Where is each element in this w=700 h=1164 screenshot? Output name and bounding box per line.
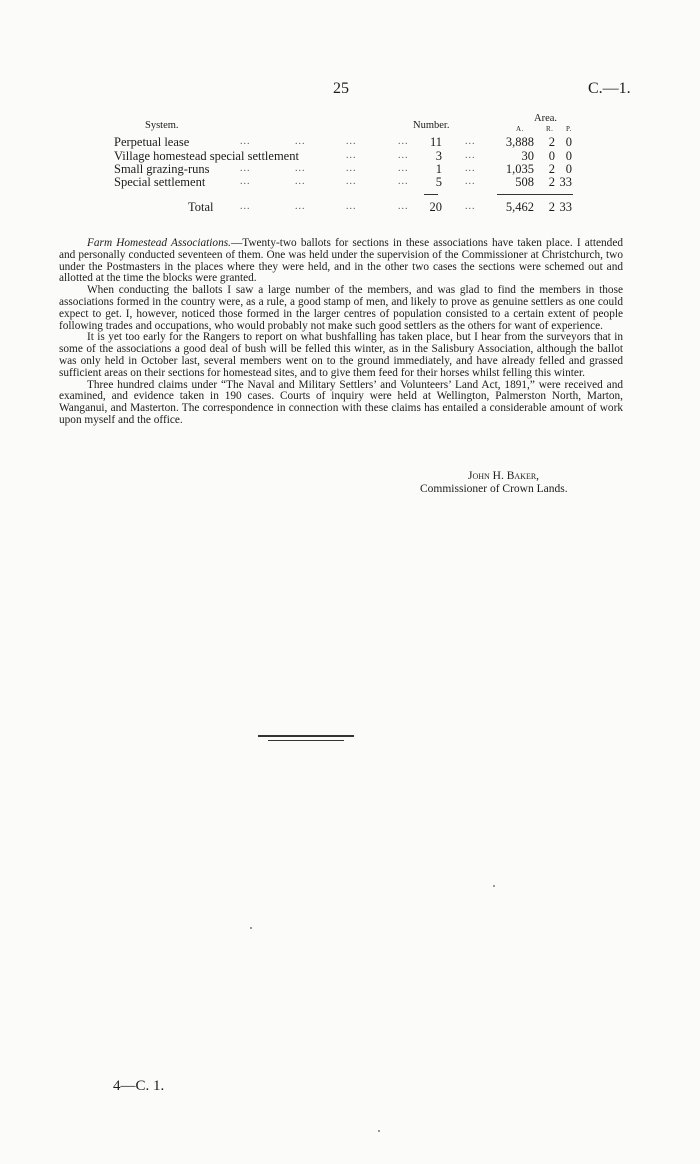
paragraph (59, 238, 623, 285)
row-number: 5 (435, 175, 442, 189)
page-number: 25 (333, 80, 349, 97)
row-perches: 0 (565, 135, 572, 149)
total-roods: 2 (548, 200, 555, 214)
total-label: Total (188, 200, 214, 214)
leader-dots: ... (295, 176, 306, 187)
row-roods: 2 (548, 175, 555, 189)
total-perches: 33 (559, 200, 572, 214)
paragraph-text: —Twenty-two ballots for sections in these associations have taken place. I attended and personally conducted seventeen of them. One was held under the supervision of the Commissioner at Christchurch, two under the Postmasters in the places where they were held, and in the other two cases the sections were schemed out and allotted at the time the blocks were granted. (59, 237, 623, 285)
total-number: 20 (429, 200, 442, 214)
paragraph: It is yet too early for the Rangers to report on what bushfalling has taken place, but I hear from the surveyors that in some of the associations a good deal of bush will be felled this winter, as in the Salisbury Association, although the ballot was only held in October last, several members went on to the ground immediately, and have already felled and grassed sufficient areas on their sections for homestead sites, and to give them feed for their horses whilst felling this winter. (59, 331, 623, 379)
leader-dots: ... (240, 136, 251, 147)
leader-dots: ... (465, 136, 476, 147)
closing-rule-short (268, 740, 344, 741)
leader-dots: ... (240, 201, 251, 212)
total-acres: 5,462 (505, 200, 534, 214)
paragraph: Three hundred claims under “The Naval and Military Settlers’ and Volunteers’ Land Act, 1891,” were received and examined, and evidence taken in 190 cases. Courts of inquiry were held at Wellington, Palmerston North, Marton, Wanganui, and Masterton. The correspondence in connection with these claims has entailed a considerable amount of work upon myself and the office. (59, 378, 623, 426)
table-row (0, 162, 700, 176)
row-roods: 2 (548, 162, 555, 176)
leader-dots: ... (346, 136, 357, 147)
row-acres: 30 (521, 149, 534, 163)
leader-dots: ... (465, 176, 476, 187)
leader-dots: ... (346, 163, 357, 174)
row-system: Village homestead special settlement (114, 149, 299, 163)
body-text (59, 238, 623, 427)
leader-dots: ... (346, 150, 357, 161)
row-perches: 0 (565, 149, 572, 163)
leader-dots: ... (398, 201, 409, 212)
row-number: 3 (435, 149, 442, 163)
table-row (0, 175, 700, 189)
leader-dots: ... (465, 201, 476, 212)
table-header-roods: R. (546, 125, 554, 133)
row-system: Special settlement (114, 175, 206, 189)
leader-dots: ... (240, 176, 251, 187)
table-total-row (0, 200, 700, 214)
row-perches: 0 (565, 162, 572, 176)
total-rule-area (497, 194, 573, 195)
paragraph-heading: Farm Homestead Associations. (87, 237, 231, 249)
leader-dots: ... (295, 163, 306, 174)
row-roods: 0 (548, 149, 555, 163)
leader-dots: ... (346, 201, 357, 212)
footer-reference: 4—C. 1. (113, 1078, 165, 1094)
row-acres: 508 (515, 175, 534, 189)
row-number: 11 (429, 135, 442, 149)
row-system: Small grazing-runs (114, 162, 210, 176)
speck-mark (250, 927, 252, 929)
table-header-acres: A. (516, 125, 524, 133)
table-header-system: System. (145, 120, 179, 131)
leader-dots: ... (295, 201, 306, 212)
leader-dots: ... (398, 176, 409, 187)
row-system: Perpetual lease (114, 135, 190, 149)
leader-dots: ... (346, 176, 357, 187)
row-acres: 3,888 (505, 135, 534, 149)
table-header-perches: P. (566, 125, 572, 133)
closing-rule (258, 735, 354, 737)
row-perches: 33 (559, 175, 572, 189)
leader-dots: ... (465, 163, 476, 174)
paragraph: When conducting the ballots I saw a large number of the members, and was glad to find the members in those associations formed in the country were, as a rule, a good stamp of men, and likely to prove as genuine settlers as one could expect to get. I, however, noticed those formed in the larger centres of population consisted to a certain extent of people following trades and occupations, who would probably not make such good settlers as the others for want of experience. (59, 284, 623, 332)
leader-dots: ... (465, 150, 476, 161)
table-header-number: Number. (413, 120, 450, 131)
document-reference: C.—1. (588, 80, 631, 97)
table-row (0, 135, 700, 149)
signature-name: John H. Baker, (468, 470, 540, 482)
total-rule-number (424, 194, 438, 195)
table-row (0, 149, 700, 163)
leader-dots: ... (398, 150, 409, 161)
leader-dots: ... (240, 163, 251, 174)
leader-dots: ... (295, 136, 306, 147)
table-header-area: Area. (534, 113, 558, 124)
row-number: 1 (435, 162, 442, 176)
row-roods: 2 (548, 135, 555, 149)
speck-mark (493, 885, 495, 887)
speck-mark (378, 1130, 380, 1132)
row-acres: 1,035 (505, 162, 534, 176)
leader-dots: ... (398, 163, 409, 174)
leader-dots: ... (398, 136, 409, 147)
signature-title: Commissioner of Crown Lands. (420, 483, 568, 495)
